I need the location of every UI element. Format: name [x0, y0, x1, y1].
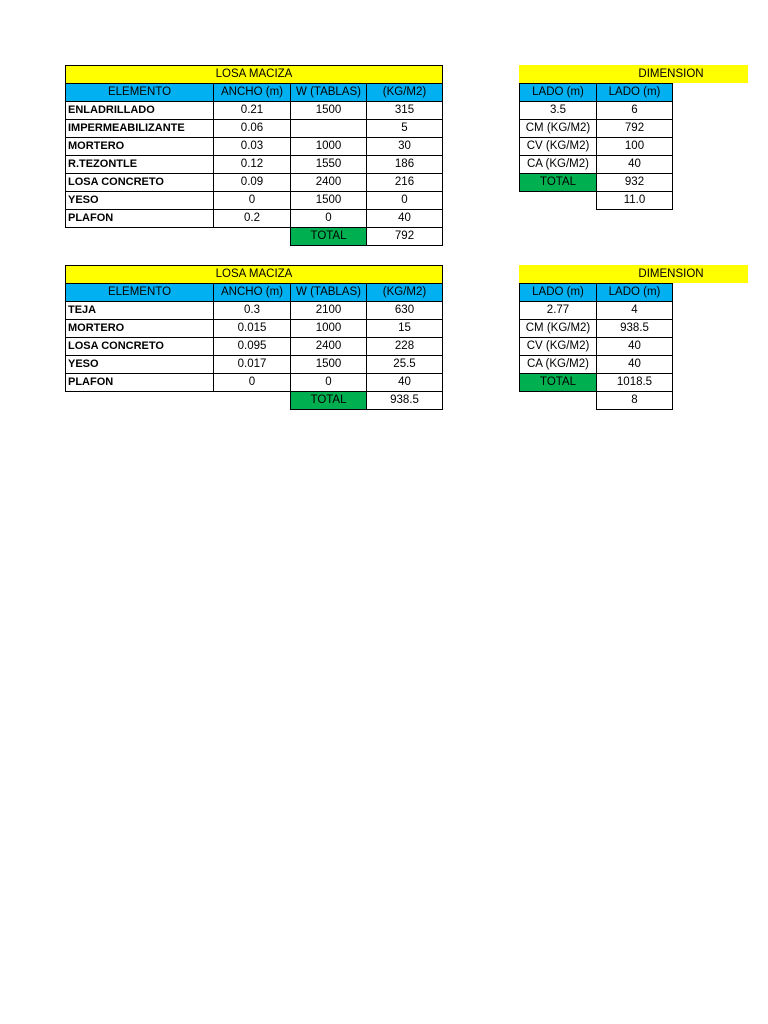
cell-elemento: PLAFON: [66, 210, 214, 228]
losa-table: [65, 265, 443, 410]
total-value: 792: [367, 228, 443, 246]
total-label: TOTAL: [520, 174, 597, 192]
cell-kg: 228: [367, 338, 443, 356]
cell-elemento: LOSA CONCRETO: [66, 338, 214, 356]
table-row: [520, 392, 673, 410]
total-label: TOTAL: [520, 374, 597, 392]
empty-cell: [66, 392, 214, 410]
table-row: [520, 120, 673, 138]
dimension-table-2: [519, 283, 673, 410]
table-row: [520, 192, 673, 210]
header-lado: LADO (m): [597, 84, 673, 102]
cell-kg: 0: [367, 192, 443, 210]
cell-w: 1550: [291, 156, 367, 174]
cell-ancho: 0.21: [214, 102, 291, 120]
cell-elemento: YESO: [66, 356, 214, 374]
cell-lado: 3.5: [520, 102, 597, 120]
dimension-title-1: DIMENSION: [519, 65, 748, 83]
table-row: [520, 338, 673, 356]
total-row: [520, 374, 673, 392]
cell-ancho: 0.017: [214, 356, 291, 374]
cell-kg: 25.5: [367, 356, 443, 374]
cell-value: 100: [597, 138, 673, 156]
table-row: [66, 338, 443, 356]
header-lado: LADO (m): [597, 284, 673, 302]
cell-lado: 6: [597, 102, 673, 120]
table-row: [66, 374, 443, 392]
cell-value: 792: [597, 120, 673, 138]
cell-elemento: TEJA: [66, 302, 214, 320]
cell-ancho: 0: [214, 374, 291, 392]
total-label: TOTAL: [291, 228, 367, 246]
extra-value: 8: [597, 392, 673, 410]
cell-ancho: 0.12: [214, 156, 291, 174]
table-row: [66, 192, 443, 210]
total-row: [66, 228, 443, 246]
cell-w: 0: [291, 210, 367, 228]
dimension-table: [519, 283, 673, 410]
table-title: LOSA MACIZA: [66, 66, 443, 84]
total-row: [520, 174, 673, 192]
cell-ancho: 0.3: [214, 302, 291, 320]
cell-kg: 15: [367, 320, 443, 338]
cell-kg: 40: [367, 210, 443, 228]
empty-cell: [214, 392, 291, 410]
cell-kg: 216: [367, 174, 443, 192]
cell-kg: 30: [367, 138, 443, 156]
header-kg-m2: (KG/M2): [367, 84, 443, 102]
header-elemento: ELEMENTO: [66, 284, 214, 302]
cell-w: 1500: [291, 356, 367, 374]
cell-w: 1000: [291, 320, 367, 338]
cell-w: 1500: [291, 192, 367, 210]
cell-label: CM (KG/M2): [520, 120, 597, 138]
empty-cell: [214, 228, 291, 246]
cell-elemento: IMPERMEABILIZANTE: [66, 120, 214, 138]
cell-label: CV (KG/M2): [520, 338, 597, 356]
header-ancho: ANCHO (m): [214, 284, 291, 302]
cell-ancho: 0.015: [214, 320, 291, 338]
table-row: [66, 320, 443, 338]
cell-ancho: 0: [214, 192, 291, 210]
cell-value: 40: [597, 156, 673, 174]
total-value: 932: [597, 174, 673, 192]
header-w-tablas: W (TABLAS): [291, 84, 367, 102]
header-elemento: ELEMENTO: [66, 84, 214, 102]
dimension-title-2: DIMENSION: [519, 265, 748, 283]
losa-maciza-table-2: [65, 265, 443, 410]
cell-elemento: MORTERO: [66, 320, 214, 338]
cell-value: 40: [597, 356, 673, 374]
cell-value: 40: [597, 338, 673, 356]
cell-kg: 315: [367, 102, 443, 120]
total-row: [66, 392, 443, 410]
cell-w: 1000: [291, 138, 367, 156]
table-row: [66, 120, 443, 138]
cell-elemento: ENLADRILLADO: [66, 102, 214, 120]
table-row: [520, 138, 673, 156]
dimension-table-1: [519, 83, 673, 210]
cell-elemento: MORTERO: [66, 138, 214, 156]
extra-value: 11.0: [597, 192, 673, 210]
dimension-table: [519, 83, 673, 210]
cell-ancho: 0.09: [214, 174, 291, 192]
cell-kg: 186: [367, 156, 443, 174]
table-row: [520, 320, 673, 338]
table-row: [66, 210, 443, 228]
table-row: [520, 302, 673, 320]
cell-kg: 40: [367, 374, 443, 392]
cell-kg: 5: [367, 120, 443, 138]
cell-ancho: 0.095: [214, 338, 291, 356]
table-row: [520, 156, 673, 174]
cell-w: 0: [291, 374, 367, 392]
empty-cell: [520, 392, 597, 410]
table-row: [66, 138, 443, 156]
cell-label: CA (KG/M2): [520, 356, 597, 374]
empty-cell: [520, 192, 597, 210]
cell-label: CA (KG/M2): [520, 156, 597, 174]
total-label: TOTAL: [291, 392, 367, 410]
cell-elemento: R.TEZONTLE: [66, 156, 214, 174]
cell-lado: 2.77: [520, 302, 597, 320]
table-title: LOSA MACIZA: [66, 266, 443, 284]
cell-value: 938.5: [597, 320, 673, 338]
table-row: [520, 102, 673, 120]
table-row: [66, 156, 443, 174]
total-value: 1018.5: [597, 374, 673, 392]
table-row: [66, 174, 443, 192]
table-row: [520, 356, 673, 374]
cell-ancho: 0.06: [214, 120, 291, 138]
table-row: [66, 302, 443, 320]
cell-w: [291, 120, 367, 138]
table-row: [66, 356, 443, 374]
cell-w: 2400: [291, 174, 367, 192]
cell-w: 1500: [291, 102, 367, 120]
header-ancho: ANCHO (m): [214, 84, 291, 102]
cell-lado: 4: [597, 302, 673, 320]
cell-label: CM (KG/M2): [520, 320, 597, 338]
cell-ancho: 0.03: [214, 138, 291, 156]
cell-elemento: PLAFON: [66, 374, 214, 392]
table-row: [66, 102, 443, 120]
header-lado: LADO (m): [520, 284, 597, 302]
losa-table: [65, 65, 443, 246]
header-lado: LADO (m): [520, 84, 597, 102]
cell-w: 2100: [291, 302, 367, 320]
losa-maciza-table-1: [65, 65, 443, 246]
cell-elemento: LOSA CONCRETO: [66, 174, 214, 192]
cell-elemento: YESO: [66, 192, 214, 210]
empty-cell: [66, 228, 214, 246]
cell-ancho: 0.2: [214, 210, 291, 228]
cell-kg: 630: [367, 302, 443, 320]
total-value: 938.5: [367, 392, 443, 410]
cell-label: CV (KG/M2): [520, 138, 597, 156]
header-w-tablas: W (TABLAS): [291, 284, 367, 302]
cell-w: 2400: [291, 338, 367, 356]
header-kg-m2: (KG/M2): [367, 284, 443, 302]
